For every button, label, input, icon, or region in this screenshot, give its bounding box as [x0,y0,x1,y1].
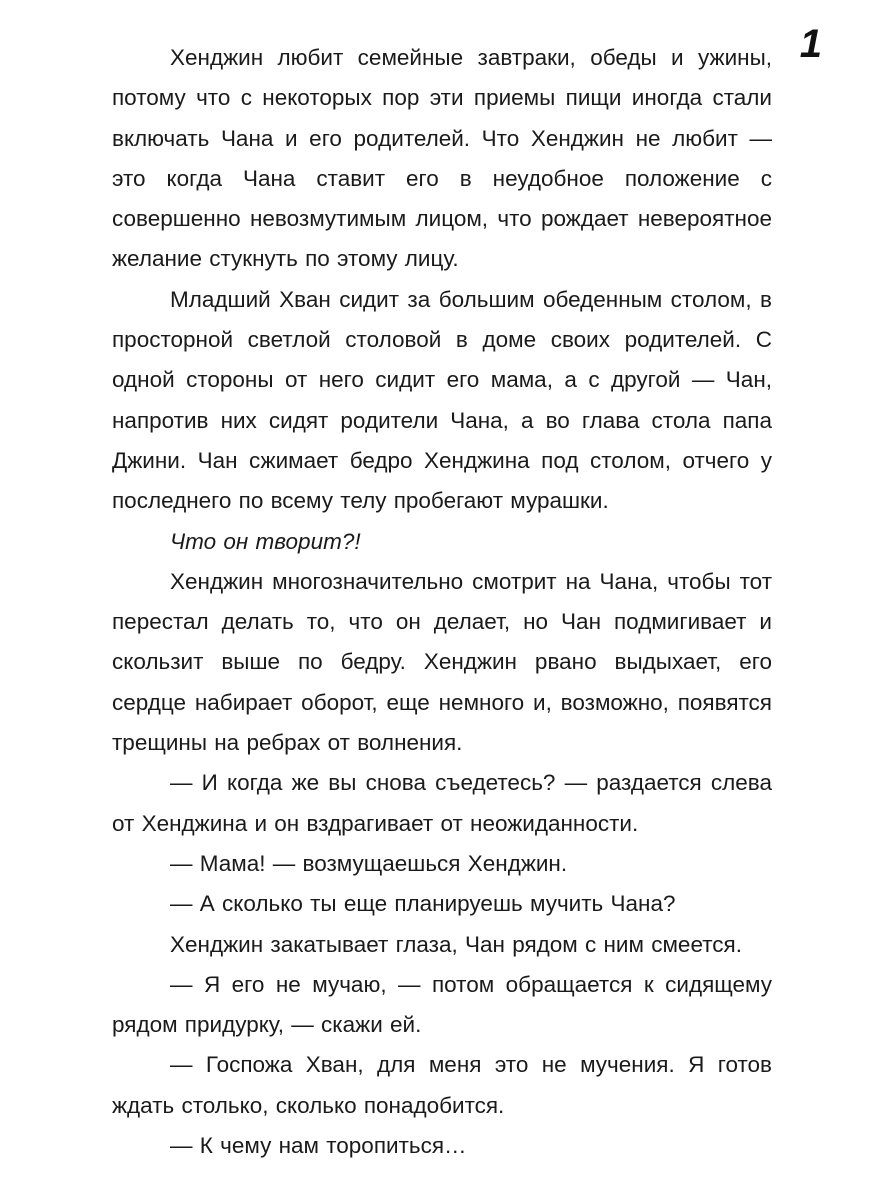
page-number: 1 [799,22,822,66]
dialogue-line: — Госпожа Хван, для меня это не мучения. Я готов ждать столько, сколько понадобится. [112,1052,772,1118]
dialogue-line: — Я его не мучаю, — потом обращается к сидящему рядом придурку, — скажи ей. [112,971,772,1038]
document-body [112,38,772,1166]
paragraph-italic-thought: Что он творит?! [170,528,361,554]
paragraph: Хенджин многозначительно смотрит на Чана, чтобы тот перестал делать то, что он делает, но Чан подмигивает и скользит выше по бедру. Хенджин рвано выдыхает, его сердце набирает оборот, еще немного и, возможно, появятся трещины на ребрах от волнения. [112,568,772,756]
dialogue-line: — К чему нам торопиться… [170,1133,467,1159]
dialogue-line: — Мама! — возмущаешься Хенджин. [170,850,568,876]
paragraph: Хенджин любит семейные завтраки, обеды и ужины, потому что с некоторых пор эти приемы пищи иногда стали включать Чана и его родителей. Что Хенджин не любит — это когда Чана ставит его в неудобное положение с совершенно невозмутимым лицом, что рождает невероятное желание стукнуть по этому лицу. [112,45,772,272]
paragraph: Хенджин закатывает глаза, Чан рядом с ним смеется. [170,931,742,957]
dialogue-line: — А сколько ты еще планируешь мучить Чана? [170,891,676,917]
dialogue-line: — И когда же вы снова съедетесь? — раздается слева от Хенджина и он вздрагивает от неожиданности. [112,770,772,836]
paragraph: Младший Хван сидит за большим обеденным столом, в просторной светлой столовой в доме своих родителей. С одной стороны от него сидит его мама, а с другой — Чан, напротив них сидят родители Чана, а во глава стола папа Джини. Чан сжимает бедро Хенджина под столом, отчего у последнего по всему телу пробегают мурашки. [112,286,772,514]
